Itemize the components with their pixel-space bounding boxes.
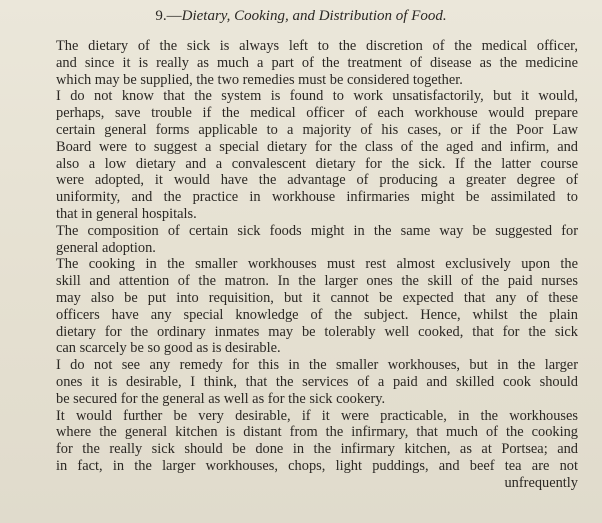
text-line: The dietary of the sick is always left to the discretion of the medical officer, (56, 38, 578, 54)
text-line: skill and attention of the matron. In the larger ones the skill of the paid nurses (56, 273, 578, 290)
text-line: Board were to suggest a special dietary for the class of the aged and infirm, and (56, 138, 578, 155)
text-line: were adopted, it would have the advantage of producing a greater degree of (56, 172, 578, 189)
text-line: I do not see any remedy for this in the smaller workhouses, but in the larger (56, 357, 578, 374)
text-line: officers have any special knowledge of the subject. Hence, whilst the plain (56, 306, 578, 323)
body-text (56, 38, 578, 492)
text-line: perhaps, save trouble if the medical officer of each workhouse would prepare (56, 105, 578, 122)
text-line: I do not know that the system is found to work unsatisfactorily, but it would, (56, 88, 578, 105)
text-line: certain general forms applicable to a majority of his cases, or if the Poor Law (56, 121, 578, 138)
text-line: for the really sick should be done in the infirmary kitchen, as at Portsea; and (56, 441, 578, 458)
text-line: unfrequently (504, 474, 578, 491)
text-line: that in general hospitals. (56, 205, 197, 222)
text-line: which may be supplied, the two remedies must be considered together. (56, 71, 463, 88)
text-line: be secured for the general as well as for the sick cookery. (56, 390, 386, 407)
text-line: where the general kitchen is distant from the infirmary, that much of the cooking (56, 424, 578, 441)
text-line: ones it is desirable, I think, that the services of a paid and skilled cook should (56, 373, 578, 390)
section-heading (0, 6, 602, 26)
text-line: and since it is really as much a part of the treatment of disease as the medicine (56, 54, 578, 71)
text-line: The composition of certain sick foods might in the same way be suggested for (56, 222, 578, 239)
section-number: 9.— (155, 8, 182, 24)
text-line: It would further be very desirable, if it were practicable, in the workhouses (56, 407, 578, 424)
text-line: also a low dietary and a convalescent dietary for the sick. If the latter course (56, 155, 578, 172)
text-line: uniformity, and the practice in workhouse infirmaries might be assimilated to (56, 189, 578, 206)
text-line: dietary for the ordinary inmates may be tolerably well cooked, that for the sick (56, 323, 578, 340)
text-line: can scarcely be so good as is desirable. (56, 340, 281, 357)
text-line: in fact, in the larger workhouses, chops, light puddings, and beef tea are not (56, 457, 578, 474)
section-title: Dietary, Cooking, and Distribution of Food. (181, 8, 447, 24)
text-line: general adoption. (56, 239, 156, 256)
text-line: The cooking in the smaller workhouses must rest almost exclusively upon the (56, 256, 578, 273)
text-line: may also be put into requisition, but it cannot be expected that any of these (56, 289, 578, 306)
